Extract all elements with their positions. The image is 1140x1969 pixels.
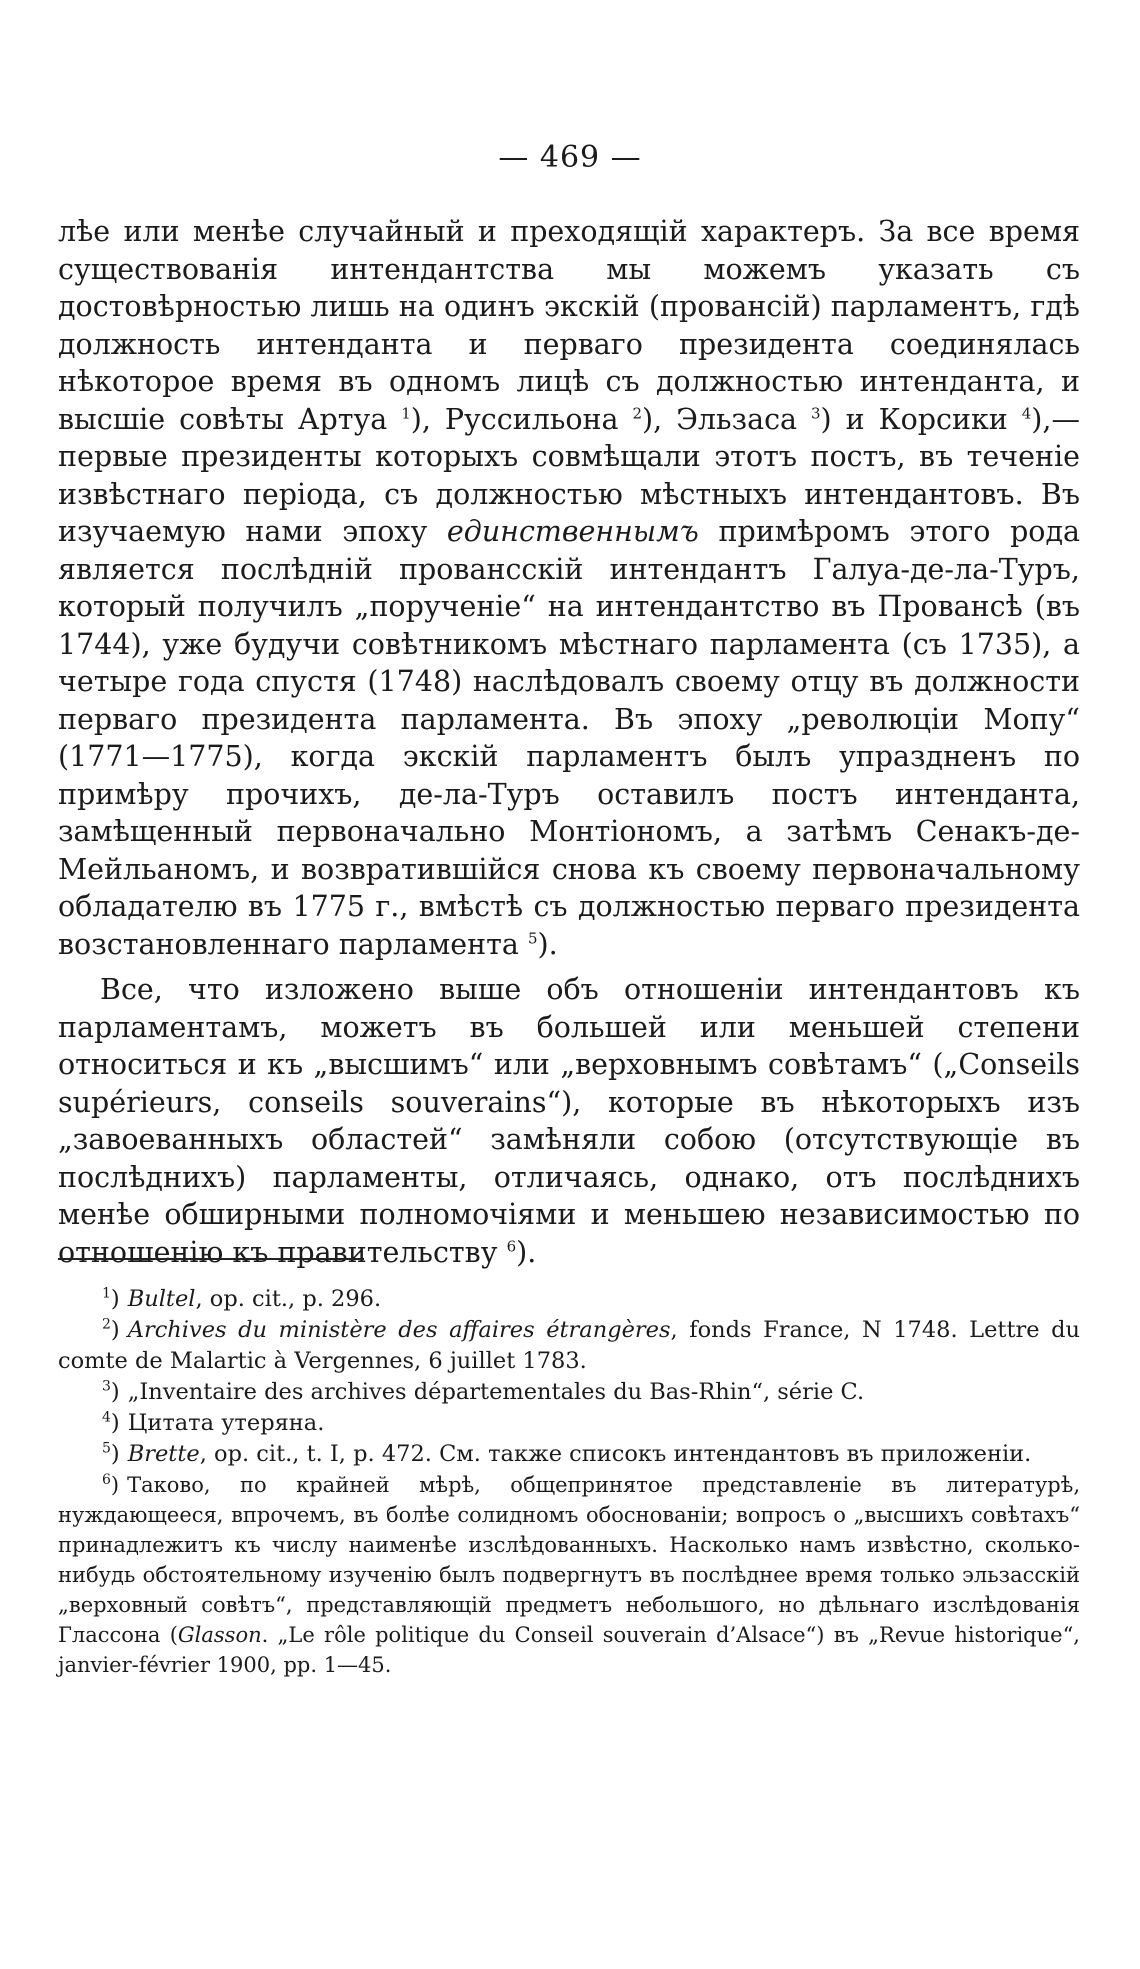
footnote-mark: 2 (102, 1316, 111, 1333)
footnote-italic: Archives du ministère des affaires étrangères (127, 1317, 671, 1343)
footnote-italic: Glasson (177, 1623, 262, 1647)
footnote-text: , fonds France, N 1748. Lettre du comte de Malartic à Vergennes, 6 juillet 1783. (58, 1317, 1080, 1374)
paragraph-1-text: лѣе или менѣе случайный и преходящій характеръ. За все время существованія интендантства мы можемъ указать съ достовѣрностью лишь на одинъ экскій (провансій) парламентъ, гдѣ должность интенданта и перваго президента соединялась нѣкоторое время въ одномъ лицѣ съ должностью интенданта, и высшіе совѣты Артуа (58, 215, 1080, 436)
emphasized-word: единственнымъ (446, 515, 699, 548)
footnote-ref-6: 6 (506, 1237, 517, 1255)
footnote-ref-4: 4 (1021, 404, 1032, 422)
footnote-6: $^6$) Таково, по крайней мѣрѣ, общепринятое представленіе въ литературѣ, нуждающееся, впрочемъ, въ болѣе солидномъ обоснованіи; вопросъ о „высшихъ совѣтахъ“ принадлежитъ къ числу наименѣе изслѣдованныхъ. Насколько намъ извѣстно, сколько-нибудь обстоятельному изученію былъ подвергнутъ въ послѣднее время только эльзасскій „верховный совѣтъ“, представляющій предметъ небольшого, но дѣльнаго изслѣдованія Глассона (Glasson. „Le rôle politique du Conseil souverain d’Alsace“) въ „Revue historique“, janvier-février 1900, pp. 1—45. (58, 1472, 1080, 1677)
paragraph-1-text: ), Эльзаса (642, 402, 811, 436)
footnote-ref-1: 1 (401, 404, 411, 422)
paragraph-2-text: Все, что изложено выше объ отношеніи интендантовъ къ парламентамъ, можетъ въ большей или меньшей степени относиться и къ „высшимъ“ или „верховнымъ совѣтамъ“ („Conseils supérieurs, conseils souverains“), которые въ нѣкоторыхъ изъ „завоеванныхъ областей“ замѣняли собою (отсутствующіе въ послѣднихъ) парламенты, отличаясь, однако, отъ послѣднихъ менѣе обширными полномочіями и меньшею независимостью по отношенію къ правительству (58, 973, 1080, 1269)
footnote-1: $^1$) Bultel, op. cit., p. 296. (102, 1285, 382, 1312)
paragraph-2 (58, 971, 1080, 1271)
footnote-text: , op. cit., t. I, p. 472. См. также списокъ интендантовъ въ приложеніи. (199, 1441, 1032, 1467)
footnote-italic: Brette (127, 1441, 200, 1467)
footnote-text: Цитата утеряна. (127, 1410, 325, 1436)
footnote-ref-5: 5 (527, 929, 538, 947)
paragraph-1-text: ),—первые президенты которыхъ совмѣщали этотъ постъ, въ теченіе извѣстнаго періода, съ должностью мѣстныхъ интендантовъ. Въ изучаемую нами эпоху (58, 402, 1080, 548)
footnote-text: , op. cit., p. 296. (195, 1286, 382, 1312)
paragraph-1-text: ). (537, 927, 558, 961)
footnote-3: $^3$) „Inventaire des archives départementales du Bas-Rhin“, série C. (102, 1378, 865, 1405)
page-number: — 469 — (498, 140, 642, 175)
paragraph-1-text: примѣромъ этого рода является послѣдній провансскій интендантъ Галуа-де-ла-Туръ, который получилъ „порученіе“ на интендантство въ Провансѣ (въ 1744), уже будучи совѣтникомъ мѣстнаго парламента (съ 1735), а четыре года спустя (1748) наслѣдовалъ своему отцу въ должности перваго президента парламента. Въ эпоху „революціи Мопу“ (1771—1775), когда экскій парламентъ былъ упраздненъ по примѣру прочихъ, де-ла-Туръ оставилъ постъ интенданта, замѣщенный первоначально Монтіономъ, а затѣмъ Сенакъ-де-Мейльаномъ, и возвратившійся снова къ своему первоначальному обладателю въ 1775 г., вмѣстѣ съ должностью перваго президента возстановленнаго парламента (58, 515, 1081, 961)
footnote-mark: 4 (102, 1409, 111, 1426)
footnote-ref-2: 2 (632, 404, 642, 422)
footnote-italic: Bultel (127, 1286, 196, 1312)
footnote-text: „Inventaire des archives départementales du Bas-Rhin“, série C. (127, 1379, 865, 1405)
paragraph-2-text: ). (516, 1235, 537, 1269)
footnote-mark: 5 (102, 1440, 111, 1457)
footnote-text: Таково, по крайней мѣрѣ, общепринятое представленіе въ литературѣ, нуждающееся, впрочемъ, въ болѣе солидномъ обоснованіи; вопросъ о „высшихъ совѣтахъ“ принадлежитъ къ числу наименѣе изслѣдованныхъ. Насколько намъ извѣстно, сколько-нибудь обстоятельному изученію былъ подвергнутъ въ послѣднее время только эльзасскій „верховный совѣтъ“, представляющій предметъ небольшого, но дѣльнаго изслѣдованія Глассона ( (58, 1473, 1080, 1647)
footnote-2: $^2$) Archives du ministère des affaires étrangères, fonds France, N 1748. Lettre du comte de Malartic à Vergennes, 6 juillet 1783. (58, 1316, 1080, 1374)
main-text (58, 213, 1080, 1271)
footnote-mark: 1 (102, 1285, 111, 1302)
paragraph-1-text: ) и Корсики (820, 402, 1022, 436)
footnote-ref-3: 3 (811, 404, 821, 422)
footnote-separator (58, 1258, 364, 1260)
footnote-4: $^4$) Цитата утеряна. (102, 1409, 325, 1436)
paragraph-1-text: ), Руссильона (410, 402, 633, 436)
footnote-text: . „Le rôle politique du Conseil souverain d’Alsace“) въ „Revue historique“, janvier-février 1900, pp. 1—45. (58, 1623, 1080, 1677)
footnote-mark: 6 (102, 1472, 111, 1488)
paragraph-1 (58, 213, 1080, 963)
footnote-5: $^5$) Brette, op. cit., t. I, p. 472. См. также списокъ интендантовъ въ приложеніи. (102, 1440, 1032, 1467)
footnotes (58, 1284, 1080, 1680)
footnote-mark: 3 (102, 1378, 111, 1395)
